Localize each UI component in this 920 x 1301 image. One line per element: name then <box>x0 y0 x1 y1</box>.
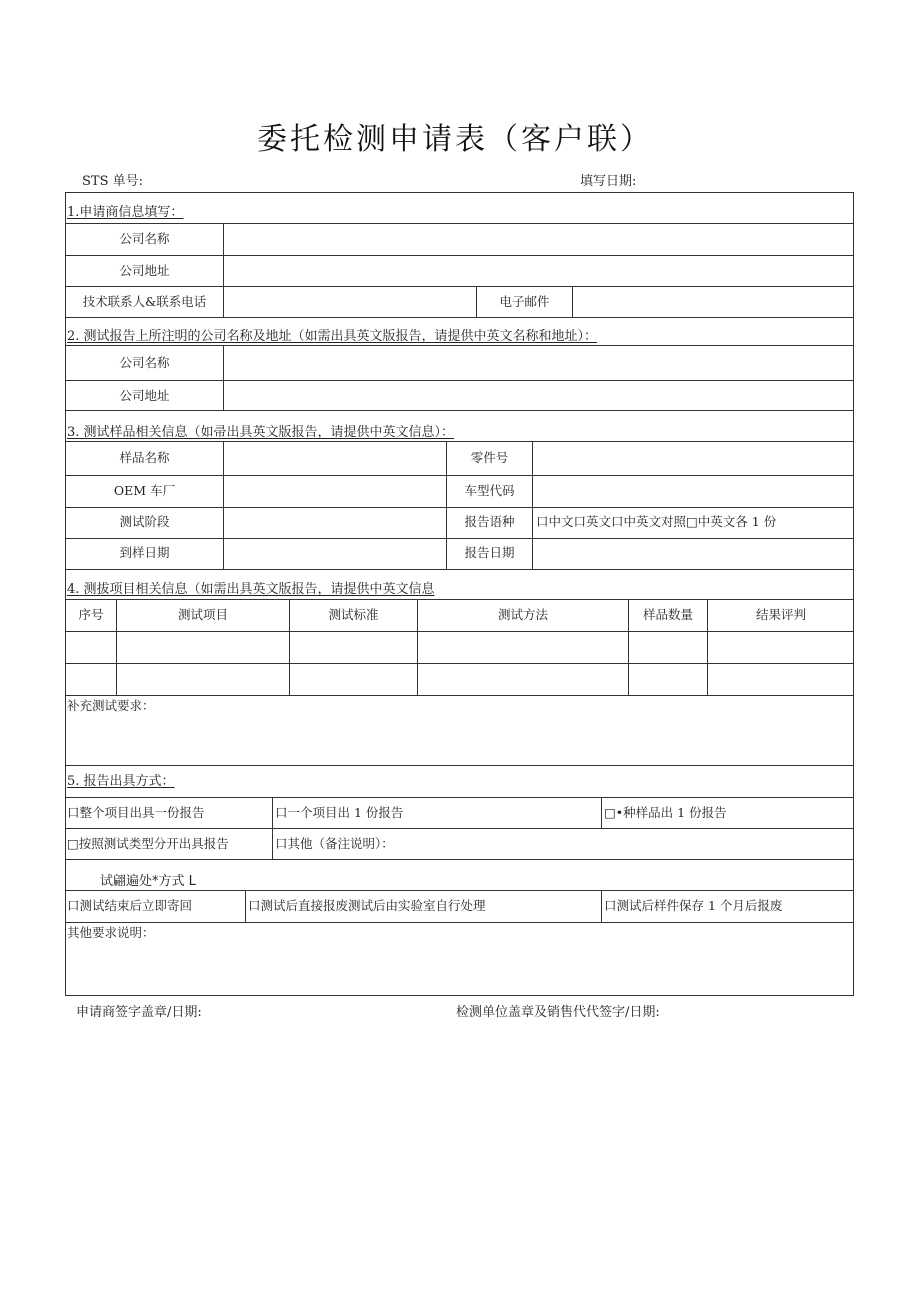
report-option-by-test-type[interactable]: □按照测试类型分开出具报告 <box>67 836 229 851</box>
column-header: 测试项目 <box>177 607 228 622</box>
rule <box>572 286 573 317</box>
rule <box>65 410 854 411</box>
column-header: 测试标准 <box>328 607 379 622</box>
rule <box>65 538 854 539</box>
disposal-option-scrap[interactable]: 口测试后直接报废测试后由实验室自行处理 <box>248 898 486 913</box>
rule <box>65 286 854 287</box>
rule <box>532 441 533 569</box>
rule <box>65 380 854 381</box>
rule <box>65 317 854 318</box>
email-label: 电子邮件 <box>499 294 550 309</box>
rule <box>65 631 854 632</box>
rule <box>223 441 224 569</box>
rule <box>65 223 854 224</box>
section4-heading: 4. 测拔项目相关信息（如需出具英文版报告，请提供中英文信息 <box>67 582 435 597</box>
report-company-name-label: 公司名称 <box>119 355 170 370</box>
column-header: 序号 <box>78 607 104 622</box>
rule <box>65 475 854 476</box>
company-name-label: 公司名称 <box>119 231 170 246</box>
rule <box>601 890 602 922</box>
rule <box>65 922 854 923</box>
other-requirements-label: 其他要求说明： <box>67 925 155 940</box>
contact-label: 技术联系人&联系电话 <box>82 294 207 309</box>
sts-number-label: STS 单号: <box>82 174 143 189</box>
rule <box>65 663 854 664</box>
report-company-address-label: 公司地址 <box>119 388 170 403</box>
disposal-option-return[interactable]: 口测试结束后立即寄回 <box>67 898 193 913</box>
sample-name-label: 样品名称 <box>119 450 170 465</box>
section6-heading: 试翩遍处*方式 L <box>100 874 196 889</box>
section3-heading: 3. 测试样品相关信息（如帚出具英文版报告，请提供中英文信息）： <box>67 425 455 440</box>
fill-date-label: 填写日期: <box>580 174 637 189</box>
rule <box>65 797 854 798</box>
disposal-option-keep-month[interactable]: 口测试后样件保存 1 个月后报废 <box>604 898 783 913</box>
rule <box>223 345 224 410</box>
report-option-whole-project[interactable]: 口整个项目出具一份报告 <box>67 805 205 820</box>
rule <box>65 890 854 891</box>
rule <box>65 765 854 766</box>
oem-label: OEM 车厂 <box>113 483 176 498</box>
rule <box>272 797 273 859</box>
rule <box>245 890 246 922</box>
arrival-date-label: 到样日期 <box>119 545 170 560</box>
rule <box>65 441 854 442</box>
test-stage-label: 测试阶段 <box>119 514 170 529</box>
company-address-label: 公司地址 <box>119 263 170 278</box>
part-number-label: 零件号 <box>470 450 509 465</box>
section2-heading: 2. 测试报告上所注明的公司名称及地址（如需出具英文版报告，请提供中英文名称和地址）： <box>67 329 598 344</box>
rule <box>65 255 854 256</box>
rule <box>601 797 602 828</box>
column-header: 测试方法 <box>497 607 548 622</box>
rule <box>65 695 854 696</box>
rule <box>65 345 854 346</box>
lab-signature-label: 检测单位盖章及销售代代签字/日期: <box>456 1005 660 1020</box>
report-option-other[interactable]: 口其他（备注说明）： <box>275 836 394 851</box>
section1-heading: 1.申请商信息填写： <box>67 205 184 220</box>
rule <box>223 223 224 317</box>
report-option-per-sample[interactable]: □•种样品出 1 份报告 <box>604 805 727 820</box>
rule <box>65 599 854 600</box>
model-code-label: 车型代码 <box>464 483 515 498</box>
report-language-options[interactable]: 口中文口英文口中英文对照□中英文各 1 份 <box>536 514 777 529</box>
report-date-label: 报告日期 <box>464 545 515 560</box>
rule <box>65 859 854 860</box>
rule <box>65 828 854 829</box>
extra-requirements-label: 补充测试要求： <box>67 698 155 713</box>
report-option-per-item[interactable]: 口一个项目出 1 份报告 <box>275 805 404 820</box>
applicant-signature-label: 申请商签字盖章/日期: <box>76 1005 202 1020</box>
column-header: 样品数量 <box>642 607 693 622</box>
column-header: 结果评判 <box>755 607 806 622</box>
rule <box>65 569 854 570</box>
page-title: 委托检测申请表（客户联） <box>257 122 653 157</box>
rule <box>65 507 854 508</box>
report-language-label: 报告语种 <box>464 514 515 529</box>
section5-heading: 5. 报告出具方式： <box>67 774 175 789</box>
